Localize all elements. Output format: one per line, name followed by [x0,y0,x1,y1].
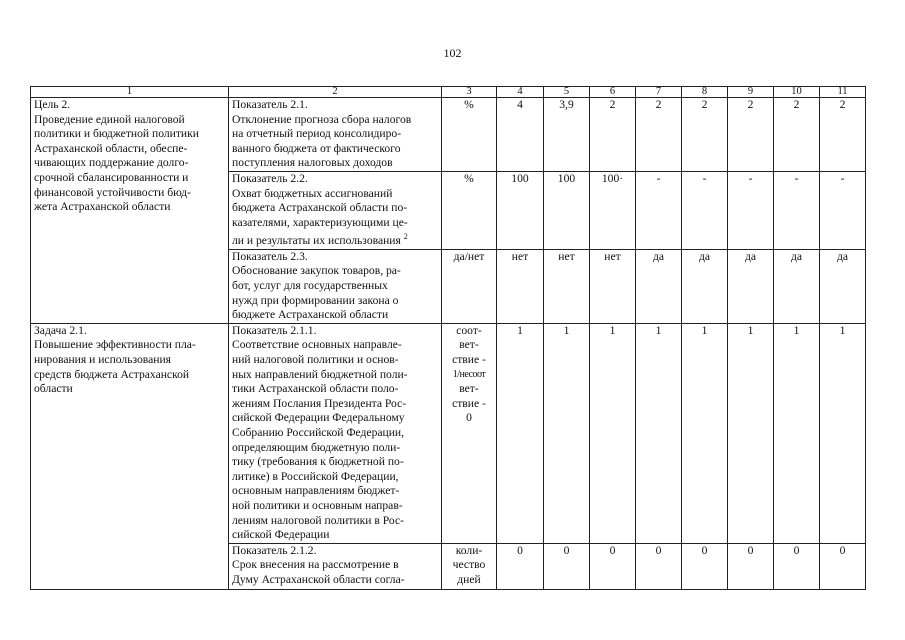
indicator-line: Показатель 2.1.2. [232,543,317,557]
indicator-line: поступления налоговых доходов [232,156,393,170]
unit-line: дней [457,573,481,587]
value-cell: 2 [590,98,636,172]
indicator-line: бюджета Астраханской области по- [232,201,408,215]
indicator-line: бюджете Астраханской области [232,308,389,322]
indicators-table [30,86,866,590]
task-line: средств бюджета Астраханской [34,367,190,381]
task-line: области [34,382,73,396]
goal-line: чивающих поддержание долго- [34,156,189,170]
value-cell: 0 [544,543,590,589]
indicator-line: Показатель 2.3. [232,249,308,263]
unit-line: 0 [466,411,472,425]
value-cell: да [682,249,728,323]
goal-line: срочной сбалансированности и [34,170,189,184]
value-cell: 0 [590,543,636,589]
value-cell: - [728,172,774,250]
goal-line: Астраханской области, обеспе- [34,141,188,155]
table-row [31,98,866,172]
value-cell: 0 [636,543,682,589]
indicator-line: сийской Федерации Федеральному [232,411,405,425]
value-cell: 0 [728,543,774,589]
value-cell: 0 [682,543,728,589]
unit-line: вет- [459,338,479,352]
value-cell: 100 [497,172,544,250]
value-cell: 2 [820,98,866,172]
indicator-line: жениям Послания Президента Рос- [232,396,407,410]
indicator-line: Соответствие основных направле- [232,338,402,352]
header-cell: 9 [728,87,774,98]
goal-line: Цель 2. [34,98,71,111]
value-cell: 1 [774,323,820,543]
value-cell: - [820,172,866,250]
unit-line: 1/несоот [452,368,486,380]
unit-cell: % [442,172,497,250]
indicator-line [232,230,438,248]
table-row [31,323,866,543]
unit-line: соот- [456,323,482,337]
indicator-line: Показатель 2.2. [232,172,308,185]
indicator-line: основным направлениям бюджет- [232,484,400,498]
indicator-cell [229,249,442,323]
unit-line: ствие - [452,396,486,410]
task-2-1-cell [31,323,229,589]
header-cell: 7 [636,87,682,98]
goal-line: Проведение единой налоговой [34,112,185,126]
value-cell: - [774,172,820,250]
indicator-line: бот, услуг для государственных [232,279,388,293]
indicator-line: Показатель 2.1. [232,98,308,111]
goal-line: политики и бюджетной политики [34,127,199,141]
value-cell: 100· [590,172,636,250]
indicator-line: казателями, характеризующими це- [232,215,408,229]
indicator-line: ний налоговой политики и основ- [232,353,399,367]
value-cell: да [820,249,866,323]
unit-line: чество [452,558,486,572]
value-cell: 1 [497,323,544,543]
unit-cell: % [442,98,497,172]
value-cell: 4 [497,98,544,172]
value-cell: 2 [774,98,820,172]
indicator-cell [229,323,442,543]
unit-line: ствие - [452,353,486,367]
unit-cell [442,323,497,543]
value-cell: 1 [590,323,636,543]
value-cell: 1 [820,323,866,543]
value-cell: 0 [820,543,866,589]
unit-cell: да/нет [442,249,497,323]
header-cell: 2 [229,87,442,98]
task-line: Повышение эффективности пла- [34,338,196,352]
page-number: 102 [443,46,462,60]
value-cell: да [636,249,682,323]
indicator-line: Думу Астраханской области согла- [232,573,405,587]
value-cell: да [774,249,820,323]
goal-line: финансовой устойчивости бюд- [34,185,191,199]
header-cell: 3 [442,87,497,98]
value-cell: 0 [497,543,544,589]
value-cell: 0 [774,543,820,589]
value-cell: 2 [636,98,682,172]
indicator-line: Обоснование закупок товаров, ра- [232,264,401,278]
value-cell: 100 [544,172,590,250]
indicator-cell [229,172,442,250]
indicator-line: ных направлений бюджетной поли- [232,367,408,381]
value-cell: - [636,172,682,250]
value-cell: 1 [636,323,682,543]
value-cell: нет [590,249,636,323]
indicator-line: Охват бюджетных ассигнований [232,186,393,200]
header-cell: 4 [497,87,544,98]
value-cell: 1 [544,323,590,543]
value-cell: 1 [728,323,774,543]
header-cell: 5 [544,87,590,98]
indicator-text: ли и результаты их использования [232,234,401,248]
task-line: нирования и использования [34,353,172,367]
footnote-mark: 2 [403,232,408,242]
unit-cell [442,543,497,589]
task-line: Задача 2.1. [34,323,87,337]
indicator-line: на отчетный период консолидиро- [232,127,402,141]
unit-line: вет- [459,382,479,396]
header-cell: 11 [820,87,866,98]
indicator-line: Срок внесения на рассмотрение в [232,558,399,572]
value-cell: 1 [682,323,728,543]
indicator-line: тики Астраханской области поло- [232,382,399,396]
header-cell: 6 [590,87,636,98]
value-cell: нет [544,249,590,323]
goal-2-cell [31,98,229,324]
unit-line: коли- [455,543,483,557]
value-cell: нет [497,249,544,323]
value-cell: 3,9 [544,98,590,172]
header-row [31,87,866,98]
value-cell: - [682,172,728,250]
goal-line: жета Астраханской области [34,200,171,214]
indicator-line: определяющим бюджетную поли- [232,440,401,454]
value-cell: 2 [728,98,774,172]
indicator-line: сийской Федерации [232,528,330,542]
indicator-line: Отклонение прогноза сбора налогов [232,112,412,126]
indicator-line: Показатель 2.1.1. [232,323,317,337]
header-cell: 1 [31,87,229,98]
indicator-line: нужд при формировании закона о [232,293,399,307]
indicator-line: ной политики и основным направ- [232,498,403,512]
indicator-cell [229,98,442,172]
header-cell: 10 [774,87,820,98]
indicator-line: литике) в Российской Федерации, [232,469,399,483]
header-cell: 8 [682,87,728,98]
value-cell: да [728,249,774,323]
indicator-line: Собранию Российской Федерации, [232,425,405,439]
indicator-line: тику (требования к бюджетной по- [232,455,404,469]
value-cell: 2 [682,98,728,172]
indicator-cell [229,543,442,589]
indicator-line: лениям налоговой политики в Рос- [232,513,404,527]
indicator-line: ванного бюджета от фактического [232,141,401,155]
